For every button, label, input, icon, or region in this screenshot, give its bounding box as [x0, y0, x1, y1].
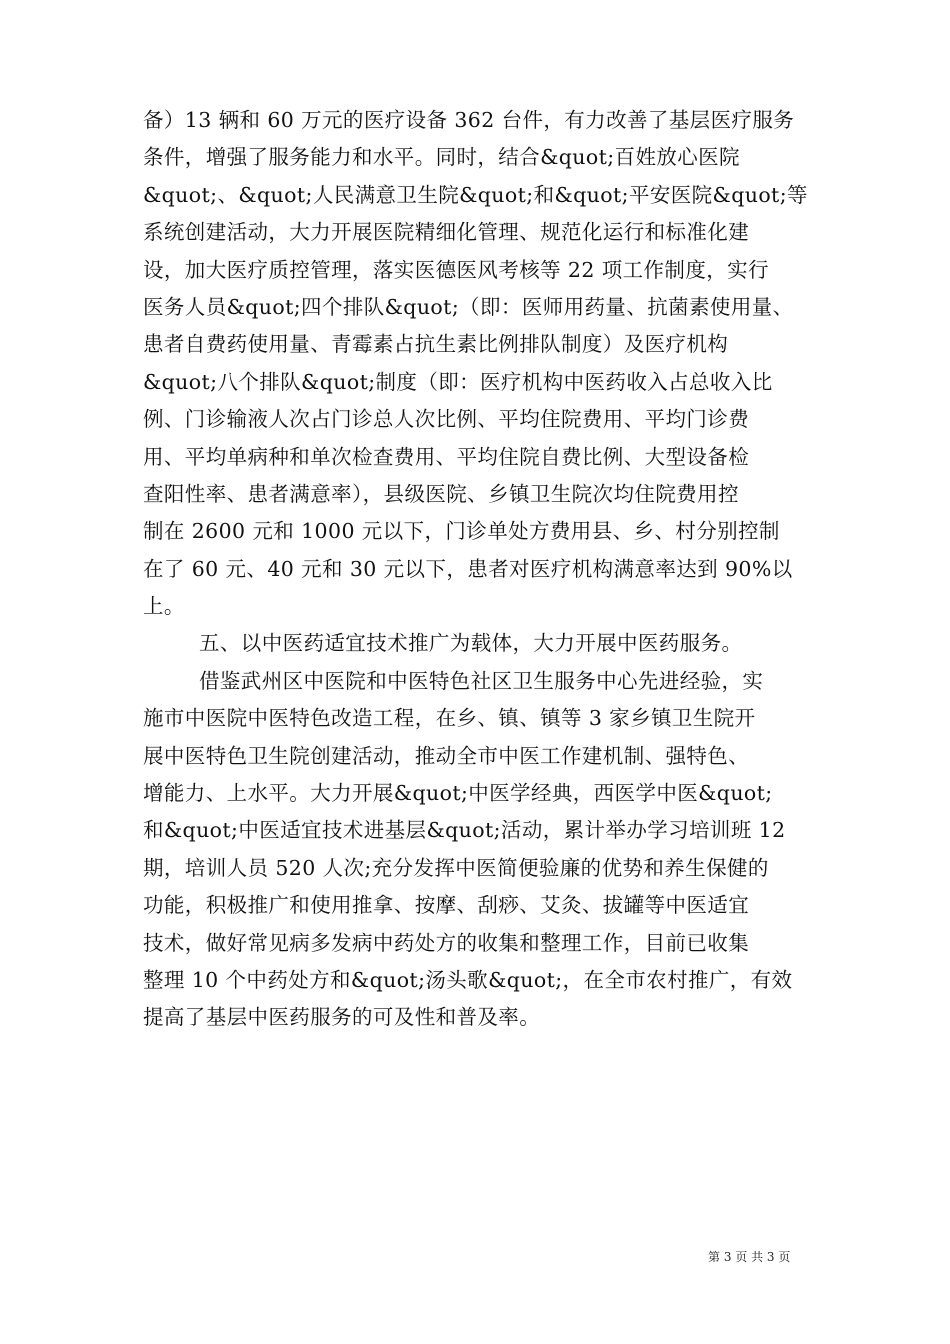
text-line-25: 提高了基层中医药服务的可及性和普及率。: [143, 1005, 541, 1030]
text-line-17: 施市中医院中医特色改造工程，在乡、镇、镇等 3 家乡镇卫生院开: [143, 706, 756, 731]
text-line-21: 期，培训人员 520 人次;充分发挥中医简便验廉的优势和养生保健的: [143, 855, 769, 880]
text-line-1: 备）13 辆和 60 万元的医疗设备 362 台件，有力改善了基层医疗服务: [143, 108, 795, 132]
text-line-22: 功能，积极推广和使用推拿、按摩、刮痧、艾灸、拔罐等中医适宜: [143, 893, 750, 918]
text-line-16: 借鉴武州区中医院和中医特色社区卫生服务中心先进经验，实: [199, 668, 764, 693]
text-line-12: 制在 2600 元和 1000 元以下，门诊单处方费用县、乡、村分别控制: [143, 519, 780, 544]
section-heading: 五、以中医药适宜技术推广为载体，大力开展中医药服务。: [199, 631, 743, 656]
text-line-7: 患者自费药使用量、青霉素占抗生素比例排队制度）及医疗机构: [143, 332, 729, 357]
text-line-23: 技术，做好常见病多发病中药处方的收集和整理工作，目前已收集: [143, 930, 750, 955]
text-line-20: 和&quot;中医适宜技术进基层&quot;活动，累计举办学习培训班 12: [143, 818, 786, 843]
text-line-13: 在了 60 元、40 元和 30 元以下，患者对医疗机构满意率达到 90%以: [143, 556, 793, 581]
text-line-24: 整理 10 个中药处方和&quot;汤头歌&quot;，在全市农村推广，有效: [143, 967, 793, 992]
page-number: 第 3 页 共 3 页: [708, 1250, 791, 1264]
document-body: [143, 102, 813, 1037]
text-line-8: &quot;八个排队&quot;制度（即：医疗机构中医药收入占总收入比: [143, 369, 773, 394]
text-line-11: 查阳性率、患者满意率），县级医院、乡镇卫生院次均住院费用控: [143, 481, 739, 506]
text-line-6: 医务人员&quot;四个排队&quot;（即：医师用药量、抗菌素使用量、: [143, 294, 794, 319]
text-line-2: 条件，增强了服务能力和水平。同时，结合&quot;百姓放心医院: [143, 145, 740, 170]
text-line-18: 展中医特色卫生院创建活动，推动全市中医工作建机制、强特色、: [143, 743, 750, 768]
text-line-19: 增能力、上水平。大力开展&quot;中医学经典，西医学中医&quot;: [143, 781, 773, 806]
text-line-3: &quot;、&quot;人民满意卫生院&quot;和&quot;平安医院&quot;等: [143, 182, 808, 207]
text-line-4: 系统创建活动，大力开展医院精细化管理、规范化运行和标准化建: [143, 220, 750, 245]
text-line-14: 上。: [143, 594, 185, 619]
text-line-9: 例、门诊输液人次占门诊总人次比例、平均住院费用、平均门诊费: [143, 407, 750, 432]
text-line-5: 设，加大医疗质控管理，落实医德医风考核等 22 项工作制度，实行: [143, 257, 769, 282]
text-line-10: 用、平均单病种和单次检查费用、平均住院自费比例、大型设备检: [143, 444, 750, 469]
